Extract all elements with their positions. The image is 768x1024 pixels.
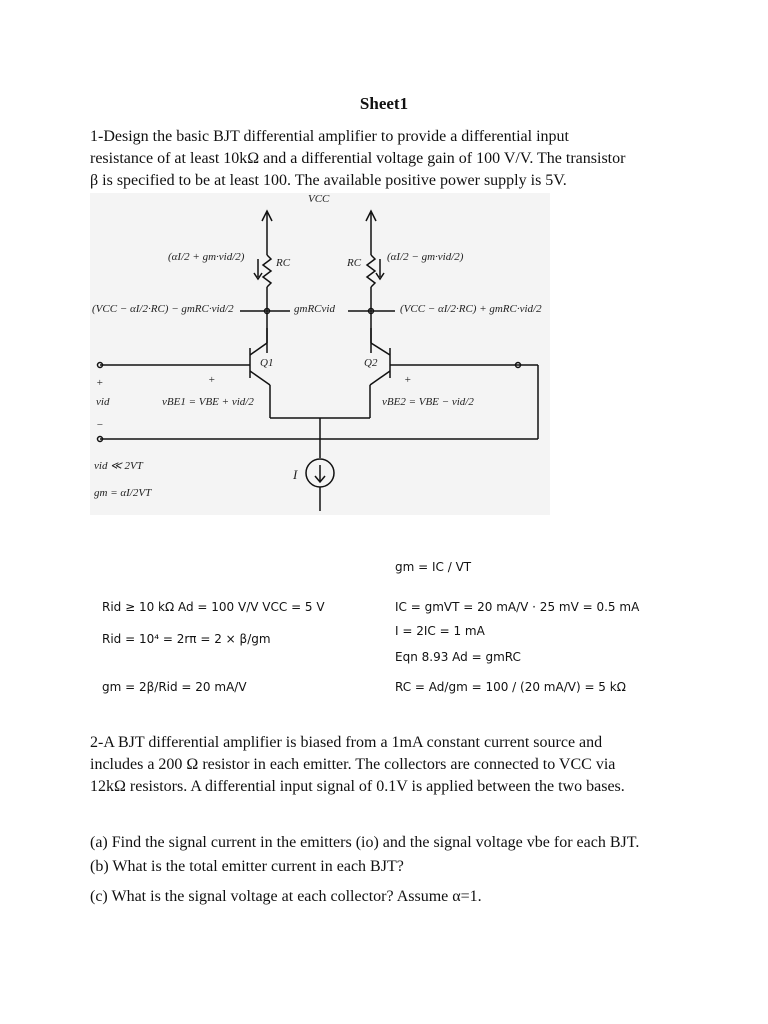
question-a: (a) Find the signal current in the emitters (io) and the signal voltage vbe for each BJT. — [90, 834, 640, 851]
condition-gm: gm = αI/2VT — [94, 487, 152, 499]
ic-equation: IC = gmVT = 20 mA/V · 25 mV = 0.5 mA — [395, 600, 640, 614]
question-c: (c) What is the signal voltage at each collector? Assume α=1. — [90, 888, 482, 905]
problem-1-line-3: β is specified to be at least 100. The available positive power supply is 5V. — [90, 172, 567, 189]
vid-label: vid — [96, 396, 110, 408]
rid-equation: Rid = 10⁴ = 2rπ = 2 × β/gm — [102, 632, 271, 646]
page-title: Sheet1 — [359, 94, 409, 113]
given-values: Rid ≥ 10 kΩ Ad = 100 V/V VCC = 5 V — [102, 600, 325, 614]
problem-1 — [90, 126, 678, 192]
circuit-diagram — [90, 193, 550, 515]
left-node-label: (VCC − αI/2·RC) − gmRC·vid/2 — [92, 303, 234, 315]
mid-node-label: gmRCvid — [294, 303, 335, 315]
vbe1-label: vBE1 = VBE + vid/2 — [162, 396, 254, 408]
rc-equation: RC = Ad/gm = 100 / (20 mA/V) = 5 kΩ — [395, 680, 626, 694]
differential-amplifier-figure — [90, 193, 550, 515]
problem-1-line-1: 1-Design the basic BJT differential amplifier to provide a differential input — [90, 128, 569, 145]
problem-2 — [90, 732, 678, 798]
right-rc-label: RC — [347, 257, 362, 269]
vid-minus: − — [96, 419, 104, 431]
i-equation: I = 2IC = 1 mA — [395, 624, 485, 638]
gm-equation: gm = 2β/Rid = 20 mA/V — [102, 680, 247, 694]
problem-2-line-3: 12kΩ resistors. A differential input signal of 0.1V is applied between the two bases. — [90, 778, 625, 795]
right-current-label: (αI/2 − gm·vid/2) — [387, 251, 464, 263]
vbe1-plus: + — [208, 374, 216, 386]
current-source-label: I — [293, 467, 298, 482]
vbe2-plus: + — [404, 374, 412, 386]
left-current-label: (αI/2 + gm·vid/2) — [168, 251, 245, 263]
condition-vid: vid ≪ 2VT — [94, 460, 143, 472]
vbe2-label: vBE2 = VBE − vid/2 — [382, 396, 474, 408]
right-node-label: (VCC − αI/2·RC) + gmRC·vid/2 — [400, 303, 542, 315]
problem-2-line-1: 2-A BJT differential amplifier is biased from a 1mA constant current source and — [90, 734, 603, 751]
question-b: (b) What is the total emitter current in each BJT? — [90, 858, 404, 875]
q2-label: Q2 — [364, 357, 378, 369]
gm-vt-equation: gm = IC / VT — [395, 560, 472, 574]
q1-label: Q1 — [260, 357, 274, 369]
problem-1-line-2: resistance of at least 10kΩ and a differential voltage gain of 100 V/V. The transistor — [90, 150, 626, 167]
vcc-label: VCC — [308, 193, 330, 205]
problem-2-line-2: includes a 200 Ω resistor in each emitter. The collectors are connected to VCC via — [90, 756, 616, 773]
left-rc-label: RC — [276, 257, 291, 269]
vid-plus: + — [96, 377, 104, 389]
eqn-reference: Eqn 8.93 Ad = gmRC — [395, 650, 521, 664]
